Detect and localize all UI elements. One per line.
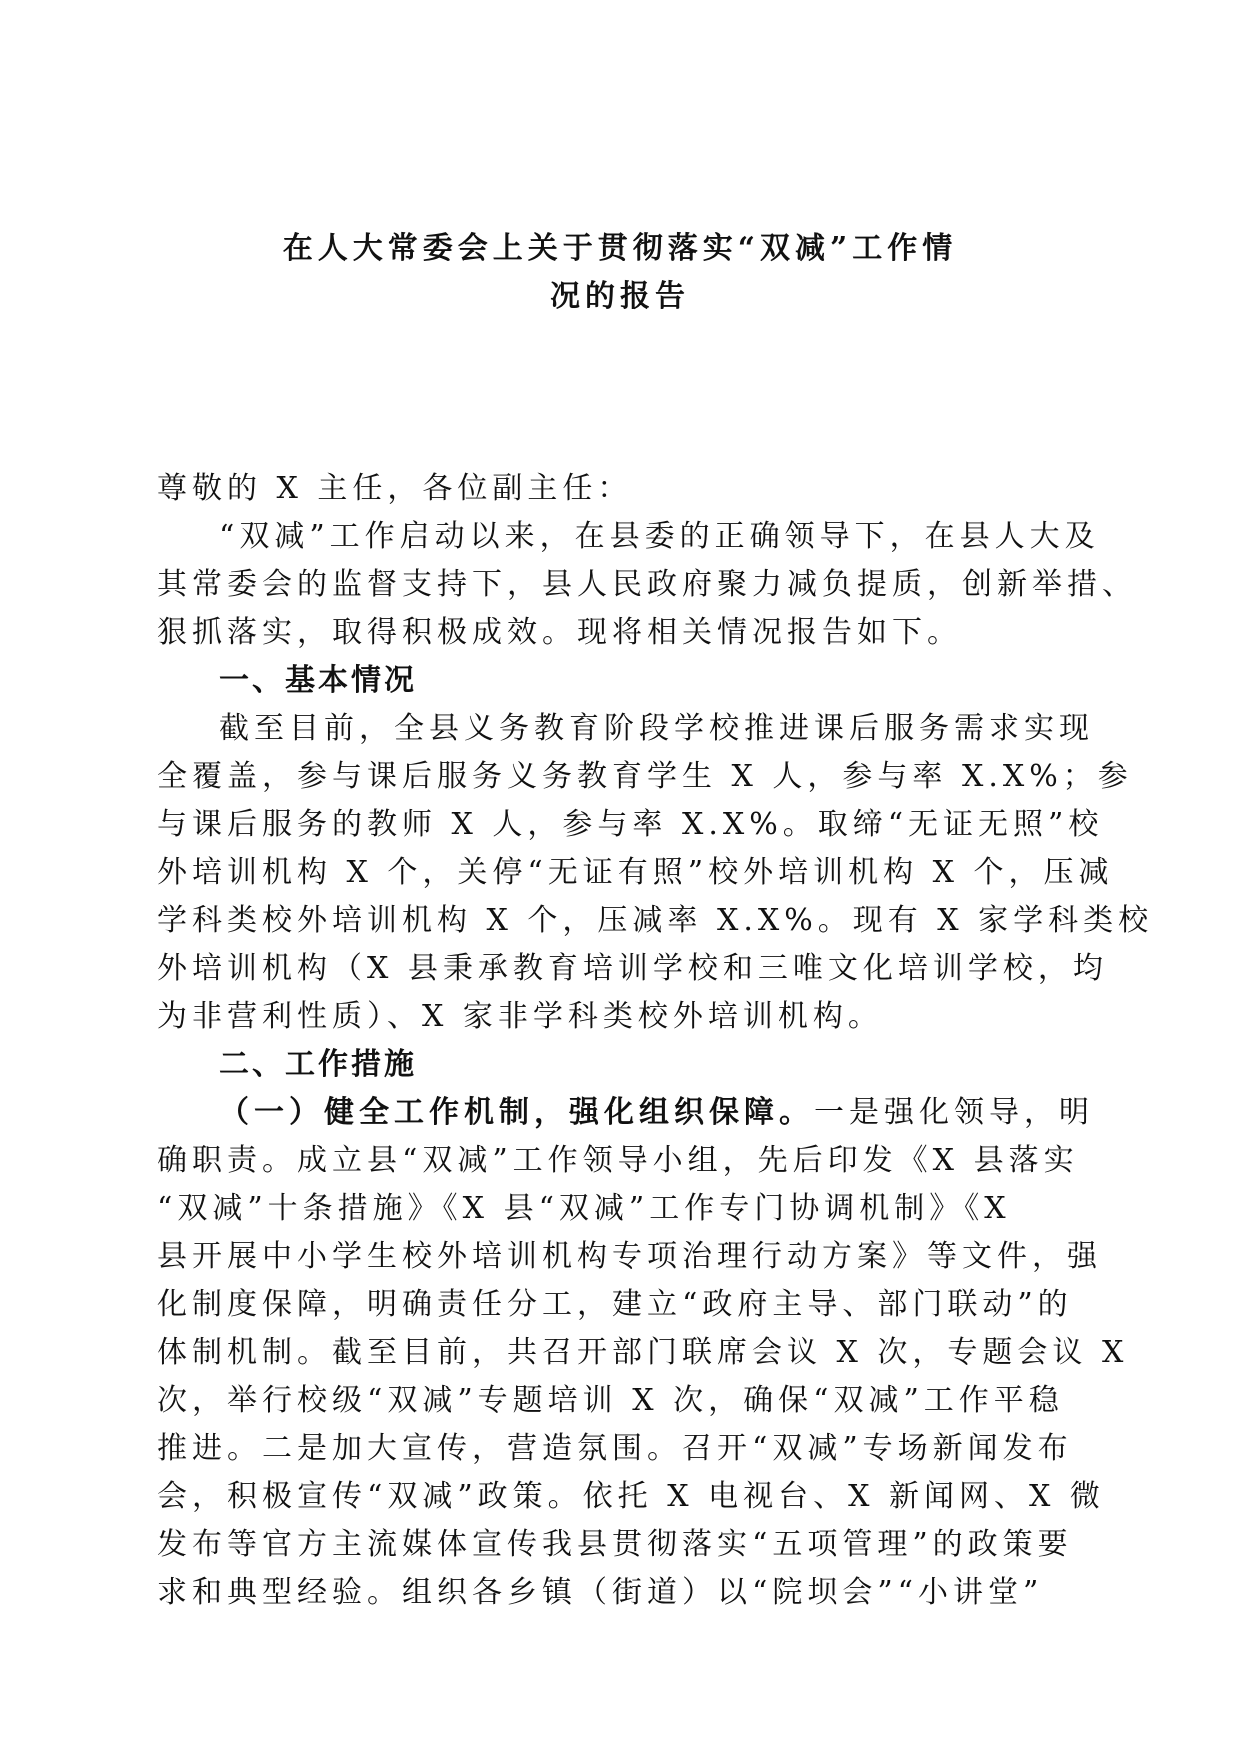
document-title bbox=[150, 225, 1090, 321]
intro-line-2: 其常委会的监督支持下，县人民政府聚力减负提质，创新举措、 bbox=[157, 567, 1137, 602]
section-basic-situation-paragraph bbox=[157, 705, 1154, 1041]
section1-line-2: 全覆盖，参与课后服务义务教育学生 X 人，参与率 X.X%；参 bbox=[157, 759, 1133, 794]
subsection-heading: （一）健全工作机制，强化组织保障。 bbox=[219, 1095, 814, 1130]
title-line-1: 在人大常委会上关于贯彻落实“双减”工作情 bbox=[282, 231, 958, 266]
intro-line-3: 狠抓落实，取得积极成效。现将相关情况报告如下。 bbox=[157, 615, 962, 650]
section1-line-3: 与课后服务的教师 X 人，参与率 X.X%。取缔“无证无照”校 bbox=[157, 807, 1104, 842]
subsection-first-line-text: 一是强化领导，明 bbox=[814, 1095, 1094, 1130]
section2-line-7: 次，举行校级“双减”专题培训 X 次，确保“双减”工作平稳 bbox=[157, 1383, 1064, 1418]
section1-line-4: 外培训机构 X 个，关停“无证有照”校外培训机构 X 个，压减 bbox=[157, 855, 1114, 890]
title-line-2: 况的报告 bbox=[550, 279, 690, 314]
section-heading-work-measures: 二、工作措施 bbox=[219, 1047, 417, 1082]
section1-line-1: 截至目前，全县义务教育阶段学校推进课后服务需求实现 bbox=[219, 711, 1094, 746]
intro-line-1: “双减”工作启动以来，在县委的正确领导下，在县人大及 bbox=[219, 519, 1100, 554]
section2-line-5: 化制度保障，明确责任分工，建立“政府主导、部门联动”的 bbox=[157, 1287, 1073, 1322]
section1-line-5: 学科类校外培训机构 X 个，压减率 X.X%。现有 X 家学科类校 bbox=[157, 903, 1154, 938]
section2-line-11: 求和典型经验。组织各乡镇（街道）以“院坝会”“小讲堂” bbox=[157, 1575, 1044, 1610]
section2-line-2: 确职责。成立县“双减”工作领导小组，先后印发《X 县落实 bbox=[157, 1143, 1079, 1178]
section-heading-basic-situation: 一、基本情况 bbox=[219, 663, 417, 698]
section2-line-9: 会，积极宣传“双减”政策。依托 X 电视台、X 新闻网、X 微 bbox=[157, 1479, 1105, 1514]
document-body bbox=[157, 465, 1154, 1617]
section-work-measures-paragraph bbox=[157, 1089, 1129, 1617]
intro-paragraph bbox=[157, 513, 1137, 657]
section1-line-7: 为非营利性质）、X 家非学科类校外培训机构。 bbox=[157, 999, 883, 1034]
section2-line-3: “双减”十条措施》《X 县“双减”工作专门协调机制》《X bbox=[157, 1191, 1011, 1226]
section2-line-6: 体制机制。截至目前，共召开部门联席会议 X 次，专题会议 X bbox=[157, 1335, 1129, 1370]
salutation: 尊敬的 X 主任，各位副主任： bbox=[157, 471, 633, 506]
section2-line-4: 县开展中小学生校外培训机构专项治理行动方案》等文件，强 bbox=[157, 1239, 1102, 1274]
section2-line-10: 发布等官方主流媒体宣传我县贯彻落实“五项管理”的政策要 bbox=[157, 1527, 1073, 1562]
section1-line-6: 外培训机构（X 县秉承教育培训学校和三唯文化培训学校，均 bbox=[157, 951, 1108, 986]
section2-line-1 bbox=[157, 1089, 1094, 1137]
section2-line-8: 推进。二是加大宣传，营造氛围。召开“双减”专场新闻发布 bbox=[157, 1431, 1073, 1466]
